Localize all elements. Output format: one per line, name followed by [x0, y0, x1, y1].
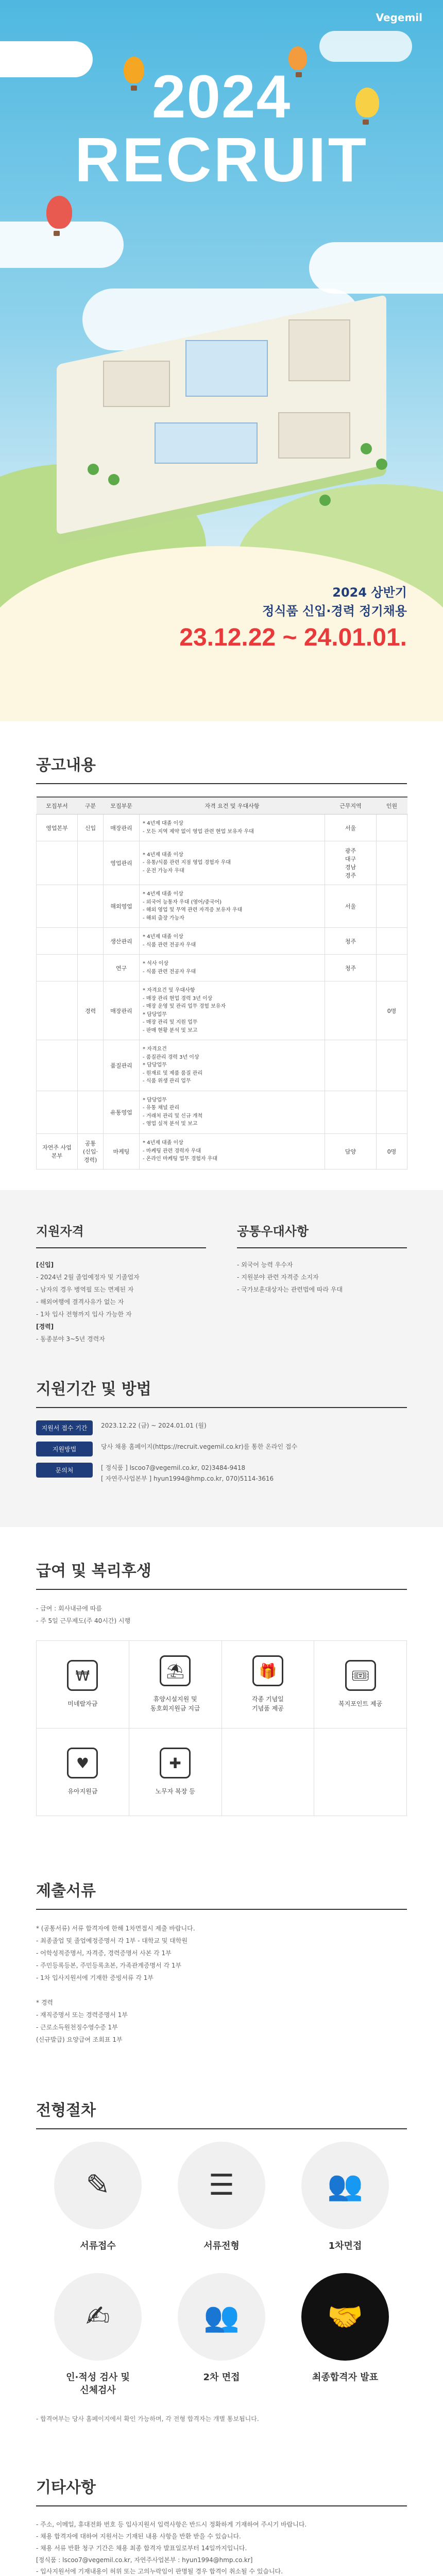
step-label: 1차면접 — [328, 2240, 362, 2251]
documents-section — [0, 1847, 443, 2066]
list-item: [경력] — [36, 1323, 54, 1330]
table-cell-type — [78, 1091, 104, 1133]
table-cell-duty: * 4년제 대졸 이상 - 유통/식품 관련 지점 영업 경험자 우대 - 운전 가능자 우대 — [140, 841, 325, 885]
table-cell-duty: * 담당업무 - 유통 채널 관리 - 거래처 관리 및 신규 개척 - 영업 실적 분석 및 보고 — [140, 1091, 325, 1133]
list-item: - 1차 입사 전형까지 입사 가능한 자 — [36, 1310, 132, 1318]
table-cell-region: 서울 — [325, 815, 377, 841]
benefit-label: 미네랄자금 — [67, 1700, 98, 1708]
benefit-item — [37, 1728, 129, 1816]
table-cell-type — [78, 928, 104, 955]
building-decoration — [278, 412, 350, 459]
table-cell-area: 매장관리 — [104, 815, 140, 841]
hero-date: 23.12.22 ~ 24.01.01. — [179, 624, 407, 651]
table-header: 구분 — [78, 797, 104, 815]
table-cell-dept — [37, 981, 78, 1040]
table-header: 자격 요건 및 우대사항 — [140, 797, 325, 815]
section-title: 제출서류 — [36, 1878, 407, 1910]
benefit-grid — [36, 1640, 407, 1816]
gift-icon: 🎁 — [252, 1655, 283, 1686]
list-item: - 재직증명서 또는 경력증명서 1부 — [36, 2011, 128, 2019]
list-item: - 해외여행에 결격사유가 없는 자 — [36, 1298, 124, 1306]
table-cell-count — [377, 885, 407, 928]
write-icon: ✎ — [54, 2142, 142, 2229]
table-cell-area: 품질관리 — [104, 1040, 140, 1091]
benefit-item — [37, 1641, 129, 1728]
etc-section — [0, 2444, 443, 2576]
list-item — [36, 1984, 407, 1996]
period-value: 당사 채용 홈페이지(https://recruit.vegemil.co.kr)를 통한 온라인 접수 — [101, 1443, 298, 1450]
table-cell-count — [377, 1091, 407, 1133]
table-cell-type — [78, 885, 104, 928]
list-item: - 2024년 2월 졸업예정자 및 기졸업자 — [36, 1273, 140, 1281]
table-row — [37, 885, 407, 928]
section-title: 공고내용 — [36, 752, 407, 784]
table-row — [37, 981, 407, 1040]
preference-block — [237, 1221, 407, 1345]
list-item: - 어학성적증명서, 자격증, 경력증명서 사본 각 1부 — [36, 1949, 172, 1957]
building-decoration — [288, 319, 350, 381]
list-item: - 주소, 이메일, 휴대전화 번호 등 입사지원서 입력사항은 반드시 정확하게 기재하여 주시기 바랍니다. — [36, 2521, 307, 2529]
table-header: 모집부문 — [104, 797, 140, 815]
table-cell-dept — [37, 1040, 78, 1091]
building-decoration — [185, 340, 268, 397]
list-item: - 입사지원서에 기재내용이 허위 또는 고의누락임이 판명될 경우 합격이 취소될 수 있습니다. — [36, 2568, 283, 2575]
benefit-label: 유아지원금 — [67, 1788, 98, 1795]
list-item: - 채용 서류 반환 청구 기간은 채용 최종 합격자 발표일로부터 14일까지입니다. — [36, 2544, 247, 2552]
list-item: - 국가보훈대상자는 관련법에 따라 우대 — [237, 1285, 343, 1293]
benefit-item — [222, 1728, 315, 1816]
table-cell-count: 0명 — [377, 1133, 407, 1169]
ticket-icon: 🎟 — [345, 1660, 376, 1691]
table-cell-duty: * 4년제 대졸 이상 - 외국어 능통자 우대 (영어/중국어) - 해외 영업 및 무역 관련 자격증 보유자 우대 - 해외 출장 가능자 — [140, 885, 325, 928]
salary-line: - 급여 : 회사내규에 따름 — [36, 1604, 102, 1612]
process-step — [160, 2142, 283, 2252]
period-value: 2023.12.22 (금) ~ 2024.01.01 (월) — [101, 1421, 207, 1429]
cloud-decoration — [319, 31, 412, 62]
table-cell-type — [78, 955, 104, 981]
table-cell-count — [377, 815, 407, 841]
list-item: - 근로소득원천징수영수증 1부 — [36, 2023, 118, 2031]
salary-info — [36, 1602, 407, 1627]
table-header: 근무지역 — [325, 797, 377, 815]
table-row — [37, 928, 407, 955]
table-cell-dept — [37, 841, 78, 885]
table-row — [37, 1133, 407, 1169]
table-cell-duty: * 자격요건 - 품질관리 경력 3년 이상 * 담당업무 - 원재료 및 제품 품질 관리 - 식품 위생 관리 업무 — [140, 1040, 325, 1091]
list-item: - 지원분야 관련 자격증 소지자 — [237, 1273, 319, 1281]
period-label: 문의처 — [36, 1463, 93, 1478]
table-cell-duty: * 자격요건 및 우대사항 - 매장 관리 현업 경력 3년 이상 - 매장 운영 및 관리 업무 경험 보유자 * 담당업무 - 매장 관리 및 지원 업무 - 판매 현황 분석 및 보고 — [140, 981, 325, 1040]
period-section — [0, 1366, 443, 1527]
section-title: 기타사항 — [36, 2475, 407, 2506]
notice-table — [36, 796, 407, 1170]
table-cell-region — [325, 1040, 377, 1091]
table-cell-count — [377, 1040, 407, 1091]
qualification-block — [36, 1221, 206, 1345]
table-cell-area: 유통영업 — [104, 1091, 140, 1133]
period-row — [36, 1420, 407, 1435]
benefit-label: 각종 기념일 기념품 제공 — [251, 1696, 284, 1713]
table-row — [37, 1040, 407, 1091]
table-cell-region: 광주 대구 경남 경주 — [325, 841, 377, 885]
table-cell-region: 청주 — [325, 928, 377, 955]
building-decoration — [155, 422, 258, 464]
qualification-section — [0, 1190, 443, 1366]
hero-banner — [0, 0, 443, 721]
list-item: - 남자의 경우 병역필 또는 면제된 자 — [36, 1285, 134, 1293]
process-step — [283, 2142, 407, 2252]
table-cell-dept — [37, 955, 78, 981]
tree-decoration — [361, 443, 372, 454]
tree-decoration — [376, 459, 387, 470]
preference-list — [237, 1259, 407, 1296]
period-label: 지원방법 — [36, 1442, 93, 1456]
period-row — [36, 1442, 407, 1456]
table-cell-area: 연구 — [104, 955, 140, 981]
list-item: - 외국어 능력 우수자 — [237, 1261, 293, 1268]
list-item: - 동종분야 3~5년 경력자 — [36, 1335, 105, 1343]
interview2-icon: 👥 — [178, 2273, 265, 2361]
list-item: - 최종졸업 및 졸업예정증명서 각 1부 - 대학교 및 대학원 — [36, 1937, 188, 1944]
interview-icon: 👥 — [301, 2142, 389, 2229]
benefit-item — [314, 1641, 407, 1728]
table-cell-dept — [37, 1091, 78, 1133]
salary-line: - 주 5일 근무제도(주 40시간) 시행 — [36, 1617, 131, 1624]
table-cell-dept: 자연주 사업본부 — [37, 1133, 78, 1169]
benefit-item — [314, 1728, 407, 1816]
brand-logo[interactable]: Vegemil — [376, 11, 422, 24]
benefit-item — [129, 1728, 222, 1816]
table-row — [37, 841, 407, 885]
health-icon: ✚ — [160, 1748, 191, 1778]
table-cell-duty: * 4년제 대졸 이상 - 식품 관련 전공자 우대 — [140, 928, 325, 955]
benefits-section — [0, 1527, 443, 1847]
coin-icon: ₩ — [67, 1660, 98, 1691]
table-cell-region: 서울 — [325, 885, 377, 928]
cloud-decoration — [309, 242, 443, 294]
period-label: 지원서 접수 기간 — [36, 1420, 93, 1435]
process-section — [0, 2066, 443, 2444]
table-cell-count — [377, 955, 407, 981]
benefit-item — [129, 1641, 222, 1728]
documents-list — [36, 1922, 407, 2046]
benefit-item — [222, 1641, 315, 1728]
list-item: (신규발급) 요양급여 조회표 1부 — [36, 2036, 123, 2043]
table-cell-duty: * 석사 이상 - 식품 관련 전공자 우대 — [140, 955, 325, 981]
step-label: 서류전형 — [203, 2240, 240, 2251]
table-cell-duty: * 4년제 대졸 이상 - 모든 지역 제약 없이 영업 관련 현업 보유자 우대 — [140, 815, 325, 841]
table-row — [37, 1091, 407, 1133]
section-title: 지원자격 — [36, 1221, 206, 1248]
etc-list — [36, 2519, 407, 2576]
hero-subtitle: 2024 상반기 — [332, 585, 407, 600]
table-row — [37, 815, 407, 841]
table-cell-type: 공통 (신입·경력) — [78, 1133, 104, 1169]
table-cell-region: 청주 — [325, 955, 377, 981]
baby-icon: ♥ — [67, 1748, 98, 1778]
benefit-label: 노무자 복장 등 — [155, 1788, 195, 1795]
tree-decoration — [108, 474, 120, 485]
table-cell-type: 신입 — [78, 815, 104, 841]
table-cell-area: 생산관리 — [104, 928, 140, 955]
section-title: 전형절차 — [36, 2097, 407, 2129]
step-label: 인·적성 검사 및 신체검사 — [66, 2371, 130, 2396]
table-cell-area: 마케팅 — [104, 1133, 140, 1169]
building-decoration — [103, 361, 170, 407]
section-title: 공통우대사항 — [237, 1221, 407, 1248]
notice-section — [0, 721, 443, 1190]
table-cell-region: 담양 — [325, 1133, 377, 1169]
benefit-label: 복지포인트 제공 — [338, 1700, 383, 1708]
process-step — [160, 2273, 283, 2397]
hero-subtitle: 정식품 신입·경력 정기채용 — [262, 604, 407, 618]
table-cell-type: 경력 — [78, 981, 104, 1040]
step-label: 최종합격자 발표 — [312, 2371, 378, 2383]
process-step — [283, 2273, 407, 2397]
list-item: * (공통서류) 서류 합격자에 한해 1차면접시 제출 바랍니다. — [36, 1924, 195, 1932]
table-row — [37, 955, 407, 981]
table-cell-type — [78, 1040, 104, 1091]
table-cell-type — [78, 841, 104, 885]
section-title: 지원기간 및 방법 — [36, 1376, 407, 1408]
tree-decoration — [88, 464, 99, 475]
table-cell-area: 영업관리 — [104, 841, 140, 885]
table-cell-count: 0명 — [377, 981, 407, 1040]
resort-icon: ⛱ — [160, 1655, 191, 1686]
list-item: - 채용 합격자에 대하여 지원서는 기재된 내용 사항을 반환 받을 수 있습니다. — [36, 2533, 241, 2540]
process-step — [36, 2142, 160, 2252]
process-steps — [36, 2142, 407, 2397]
hero-year: 2024 — [151, 63, 292, 131]
benefit-label: 휴양시설지원 및 동호회지원금 지급 — [150, 1696, 200, 1713]
table-cell-region — [325, 1091, 377, 1133]
table-cell-area: 매장관리 — [104, 981, 140, 1040]
step-label: 서류접수 — [80, 2240, 116, 2251]
qualification-list — [36, 1259, 206, 1345]
balloon-icon — [46, 196, 72, 229]
list-item: - 1차 입사지원서에 기재한 증빙서류 각 1부 — [36, 1974, 154, 1981]
table-cell-count — [377, 841, 407, 885]
table-cell-count — [377, 928, 407, 955]
section-title: 급여 및 복리후생 — [36, 1558, 407, 1590]
document-icon: ☰ — [178, 2142, 265, 2229]
tree-decoration — [319, 495, 331, 506]
table-cell-region — [325, 981, 377, 1040]
step-label: 2차 면접 — [203, 2371, 240, 2383]
handshake-icon: 🤝 — [301, 2273, 389, 2361]
table-cell-duty: * 4년제 대졸 이상 - 마케팅 관련 경력자 우대 - 온라인 마케팅 업무 경험자 우대 — [140, 1133, 325, 1169]
process-step — [36, 2273, 160, 2397]
table-cell-dept: 영업본부 — [37, 815, 78, 841]
process-note: - 합격여부는 당사 홈페이지에서 확인 가능하며, 각 전형 합격자는 개별 통보됩니다. — [36, 2415, 259, 2423]
test-icon: ✍ — [54, 2273, 142, 2361]
list-item: * 경력 — [36, 1998, 53, 2006]
list-item: [정식품 : lscoo7@vegemil.co.kr, 자연주사업본부 : hyun1994@hmp.co.kr] — [36, 2556, 253, 2564]
table-header: 모집부서 — [37, 797, 78, 815]
period-rows — [36, 1420, 407, 1485]
list-item: - 주민등록등본, 주민등록초본, 가족관계증명서 각 1부 — [36, 1961, 182, 1969]
period-row — [36, 1463, 407, 1485]
table-header: 인원 — [377, 797, 407, 815]
list-item: [신입] — [36, 1261, 54, 1268]
table-cell-dept — [37, 928, 78, 955]
table-cell-dept — [37, 885, 78, 928]
table-cell-area: 해외영업 — [104, 885, 140, 928]
period-value: [ 정식품 ] lscoo7@vegemil.co.kr, 02)3484-9418 [ 자연주사업본부 ] hyun1994@hmp.co.kr, 070)5114-3616 — [101, 1464, 274, 1483]
hero-title: RECRUIT — [74, 125, 369, 195]
